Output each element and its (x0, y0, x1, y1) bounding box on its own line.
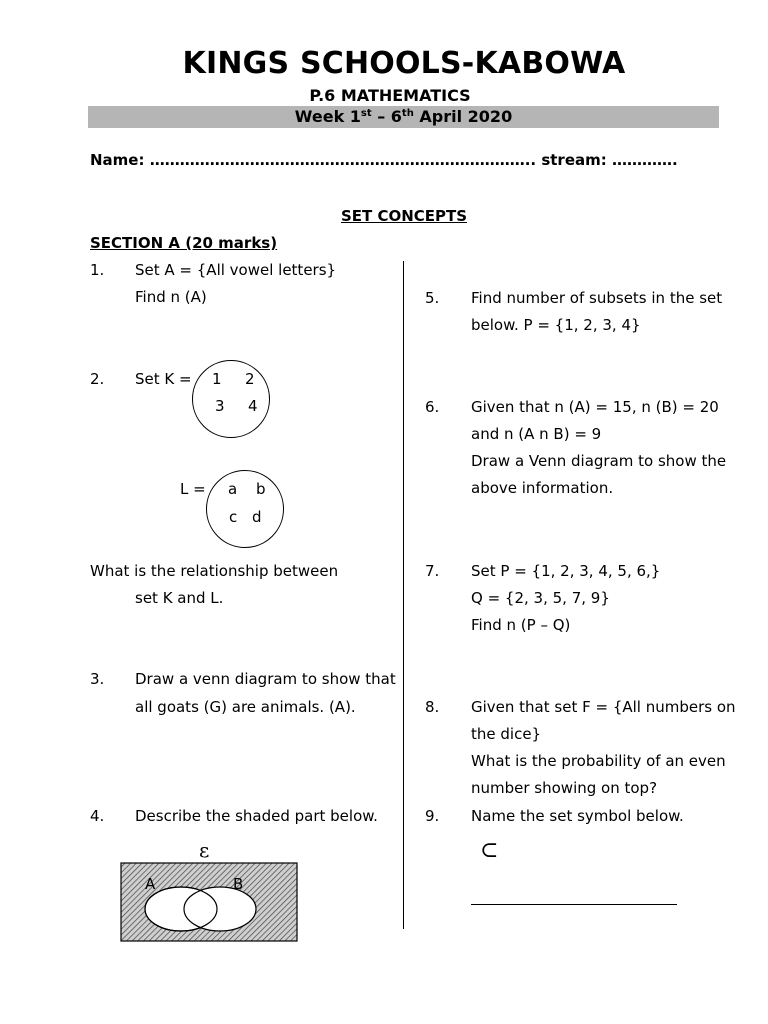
set-k-element: 4 (248, 397, 258, 415)
set-k-element: 1 (212, 370, 222, 388)
set-l-element: a (228, 480, 238, 498)
set-k-label: Set K = (135, 370, 192, 388)
q3-line-2: all goats (G) are animals. (A). (135, 698, 356, 716)
venn-label-b: B (233, 875, 244, 893)
set-l-element: d (252, 508, 262, 526)
set-k-element: 2 (245, 370, 255, 388)
q7-line-2: Q = {2, 3, 5, 7, 9} (471, 589, 610, 607)
week-sup-2: th (401, 108, 414, 119)
universal-set-symbol: ε (199, 838, 210, 862)
q3-number: 3. (90, 670, 105, 688)
subject-title: P.6 MATHEMATICS (309, 86, 471, 105)
q4-number: 4. (90, 807, 105, 825)
q8-line-4: number showing on top? (471, 779, 658, 797)
set-k-element: 3 (215, 397, 225, 415)
q8-line-3: What is the probability of an even (471, 752, 726, 770)
q7-line-1: Set P = {1, 2, 3, 4, 5, 6,} (471, 562, 661, 580)
column-divider (403, 261, 404, 929)
q9-line-1: Name the set symbol below. (471, 807, 684, 825)
q7-line-3: Find n (P – Q) (471, 616, 571, 634)
q6-line-1: Given that n (A) = 15, n (B) = 20 (471, 398, 719, 416)
q2-line-2: set K and L. (135, 589, 224, 607)
q6-line-4: above information. (471, 479, 614, 497)
week-suffix: April 2020 (413, 107, 513, 126)
set-l-label: L = (180, 480, 206, 498)
q1-line-2: Find n (A) (135, 288, 207, 306)
q8-line-1: Given that set F = {All numbers on (471, 698, 736, 716)
set-l-element: c (229, 508, 238, 526)
set-l-circle (206, 470, 284, 548)
set-k-circle (192, 360, 270, 438)
q5-line-1: Find number of subsets in the set (471, 289, 723, 307)
q6-number: 6. (425, 398, 440, 416)
q2-number: 2. (90, 370, 105, 388)
venn-diagram-shaded (120, 862, 298, 942)
venn-label-a: A (145, 875, 156, 893)
section-title: SECTION A (20 marks) (90, 234, 278, 252)
week-prefix: Week 1 (294, 107, 361, 126)
q7-number: 7. (425, 562, 440, 580)
q5-line-2: below. P = {1, 2, 3, 4} (471, 316, 641, 334)
q2-line-1: What is the relationship between (90, 562, 339, 580)
q6-line-3: Draw a Venn diagram to show the (471, 452, 727, 470)
q5-number: 5. (425, 289, 440, 307)
school-name: KINGS SCHOOLS-KABOWA (182, 46, 626, 81)
q6-line-2: and n (A n B) = 9 (471, 425, 602, 443)
q8-number: 8. (425, 698, 440, 716)
q8-line-2: the dice} (471, 725, 542, 743)
name-stream-row: Name: ………………………………………………………………….. stream: …………. (90, 151, 678, 169)
q4-line-1: Describe the shaded part below. (135, 807, 378, 825)
q1-number: 1. (90, 261, 105, 279)
answer-line (471, 904, 677, 905)
week-mid: – 6 (371, 107, 402, 126)
week-dates (88, 107, 719, 126)
q9-number: 9. (425, 807, 440, 825)
subset-symbol: ⊂ (480, 838, 499, 863)
set-l-element: b (256, 480, 266, 498)
topic-title: SET CONCEPTS (340, 207, 468, 225)
week-sup-1: st (360, 108, 372, 119)
q1-line-1: Set A = {All vowel letters} (135, 261, 337, 279)
venn-set-b-ellipse (184, 887, 256, 931)
q3-line-1: Draw a venn diagram to show that (135, 670, 396, 688)
